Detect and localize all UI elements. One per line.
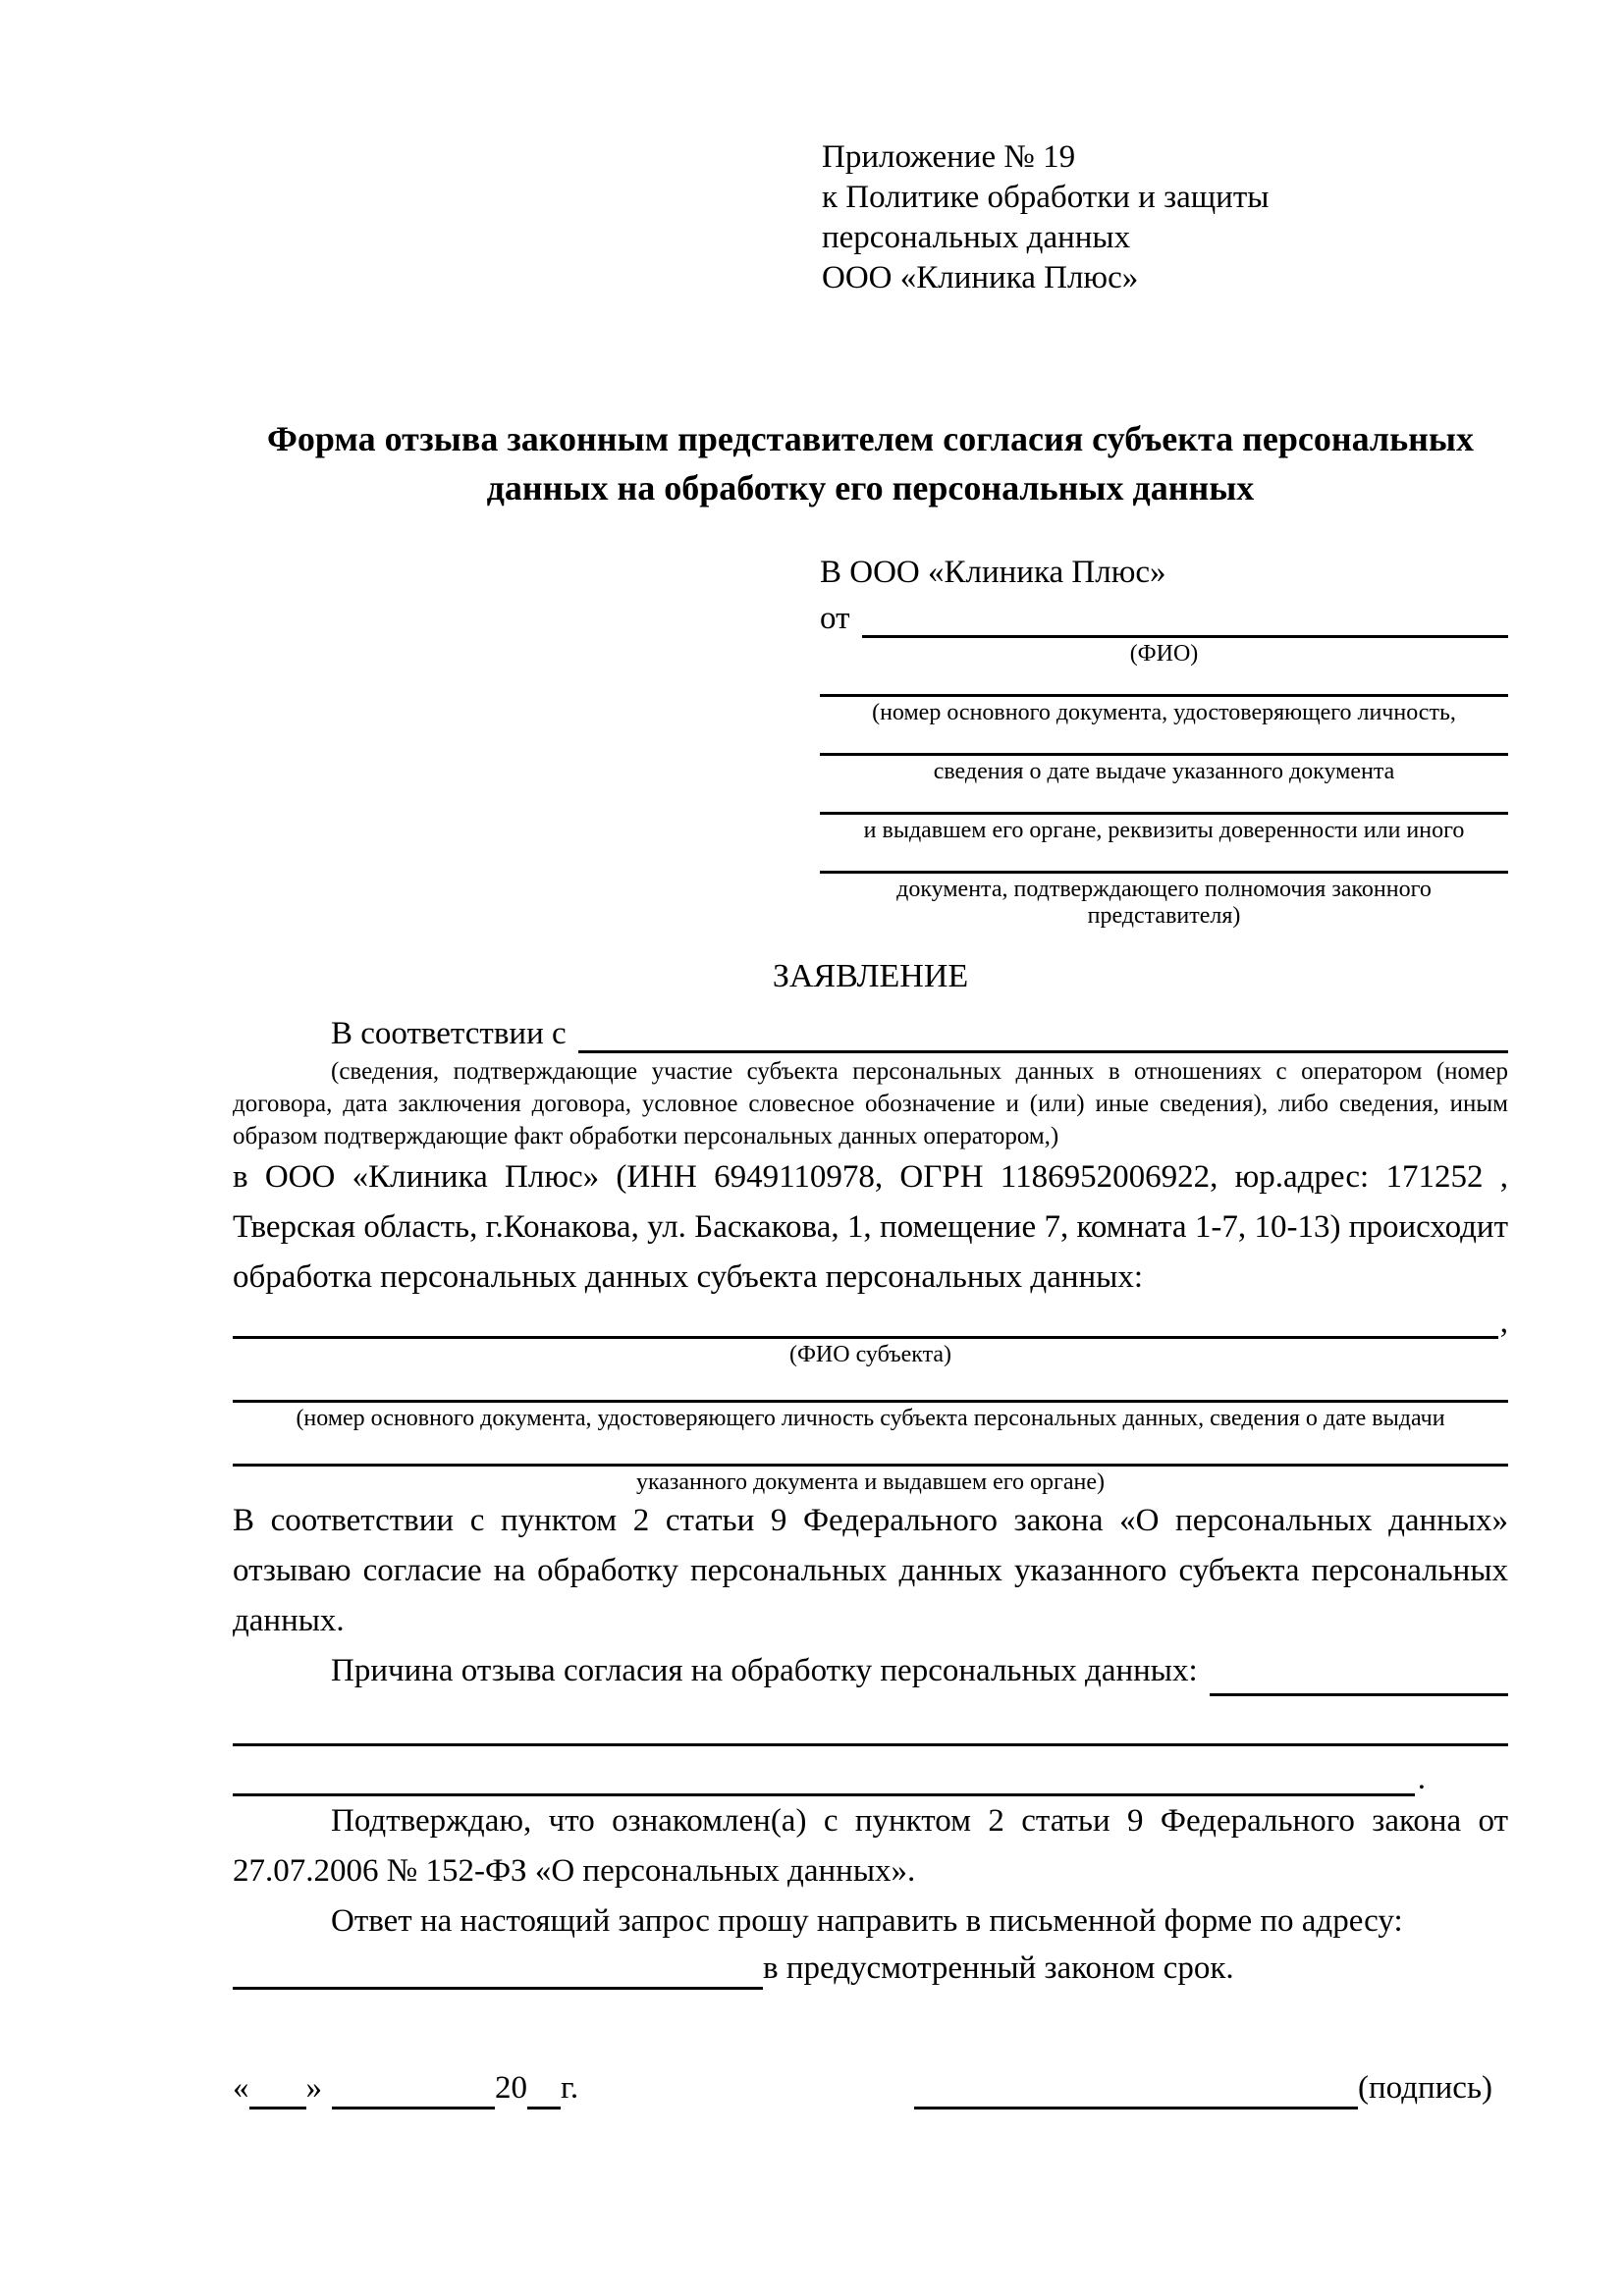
representative-doc-field <box>820 785 1508 844</box>
subject-doc-line-1[interactable] <box>233 1368 1508 1403</box>
appendix-header <box>822 137 1508 298</box>
subject-doc-field <box>233 1368 1508 1432</box>
reason-lead: Причина отзыва согласия на обработку персональных данных: <box>331 1653 1198 1688</box>
representative-doc-field <box>820 726 1508 785</box>
doc-poa-line[interactable] <box>820 844 1508 874</box>
date-year-suffix: г. <box>561 2070 579 2106</box>
document-title: Форма отзыва законным представителем согласия субъекта персональных данных на обработку его персональных данных <box>266 419 1475 507</box>
recipient-organization: В ООО «Клиника Плюс» <box>820 555 1166 590</box>
signature-group <box>914 2066 1492 2109</box>
date-group <box>233 2066 578 2109</box>
fio-caption: (ФИО) <box>1129 641 1199 667</box>
confirmation-paragraph: Подтверждаю, что ознакомлен(а) с пунктом 2 статьи 9 Федерального закона от 27.07.2006 № 152-ФЗ «О персональных данных». <box>233 1803 1508 1889</box>
date-open-quote: « <box>233 2070 249 2106</box>
doc-number-caption: (номер основного документа, удостоверяющего личность, <box>872 700 1456 725</box>
subject-fio-line[interactable] <box>233 1305 1498 1339</box>
subject-fio-row <box>233 1305 1508 1339</box>
reply-address-line[interactable] <box>233 1949 763 1990</box>
withdrawal-paragraph: В соответствии с пунктом 2 статьи 9 Федерального закона «О персональных данных» отзываю согласие на обработку персональных данных указанного субъекта персональных данных. <box>233 1503 1508 1638</box>
subject-doc-caption-2: указанного документа и выдавшем его органе) <box>635 1469 1106 1495</box>
subject-doc-field <box>233 1432 1508 1496</box>
representative-fio-line[interactable] <box>862 600 1509 638</box>
doc-poa-caption: документа, подтверждающего полномочия законного представителя) <box>896 877 1432 929</box>
reason-line[interactable] <box>1210 1654 1508 1696</box>
date-close-quote: » <box>305 2070 322 2106</box>
reason-row <box>233 1646 1508 1696</box>
doc-number-line[interactable] <box>820 667 1508 697</box>
signature-line[interactable] <box>914 2077 1358 2109</box>
recipient-block <box>820 550 1508 930</box>
appendix-line: Приложение № 19 <box>822 139 1076 175</box>
signature-caption: (подпись) <box>1358 2070 1492 2106</box>
doc-authority-caption: и выдавшем его органе, реквизиты доверенности или иного <box>863 818 1465 843</box>
appendix-line: персональных данных <box>822 220 1131 255</box>
agreement-details-line[interactable] <box>578 1017 1508 1053</box>
accordance-lead: В соответствии с <box>331 1016 567 1051</box>
date-month-line[interactable] <box>332 2077 495 2109</box>
signature-row <box>233 2066 1508 2109</box>
date-day-line[interactable] <box>249 2077 306 2109</box>
accordance-row <box>233 1014 1508 1053</box>
subject-doc-line-2[interactable] <box>233 1432 1508 1467</box>
reason-extra-line-1[interactable] <box>233 1696 1508 1746</box>
reply-tail: в предусмотренный законом срок. <box>763 1950 1234 1986</box>
accordance-note: (сведения, подтверждающие участие субъекта персональных данных в отношениях с оператором (номер договора, дата заключения договора, условное словесное обозначение и (или) иные сведения), либо сведения, иным образом подтверждающие факт обработки персональных данных оператором,) <box>233 1058 1508 1149</box>
subject-fio-caption: (ФИО субъекта) <box>788 1342 952 1367</box>
date-year-prefix: 20 <box>495 2070 527 2106</box>
from-row <box>820 599 1508 638</box>
operator-paragraph: в ООО «Клиника Плюс» (ИНН 6949110978, ОГРН 1186952006922, юр.адрес: 171252 , Тверская область, г.Конакова, ул. Баскакова, 1, помещение 7, комната 1-7, 10-13) происходит обработка персональных данных субъекта персональных данных: <box>233 1159 1508 1295</box>
doc-date-line[interactable] <box>820 726 1508 756</box>
representative-doc-field <box>820 667 1508 726</box>
subject-doc-caption-1: (номер основного документа, удостоверяющего личность субъекта персональных данных, сведения о дате выдачи <box>296 1406 1445 1431</box>
doc-date-caption: сведения о дате выдаче указанного документа <box>933 759 1395 784</box>
date-year-line[interactable] <box>527 2077 561 2109</box>
representative-doc-field <box>820 844 1508 930</box>
from-label: от <box>820 601 850 636</box>
reason-line-suffix: . <box>1417 1761 1426 1796</box>
reply-paragraph: Ответ на настоящий запрос прошу направить в письменной форме по адресу: <box>331 1903 1403 1939</box>
statement-heading: ЗАЯВЛЕНИЕ <box>772 958 969 994</box>
appendix-line: к Политике обработки и защиты <box>822 180 1270 215</box>
reason-extra-line-2[interactable] <box>233 1746 1415 1796</box>
subject-line-suffix: , <box>1499 1305 1508 1340</box>
reply-address-row <box>233 1947 1508 1990</box>
appendix-line: ООО «Клиника Плюс» <box>822 260 1139 295</box>
reason-extra-row-2 <box>233 1746 1426 1796</box>
doc-authority-line[interactable] <box>820 785 1508 815</box>
